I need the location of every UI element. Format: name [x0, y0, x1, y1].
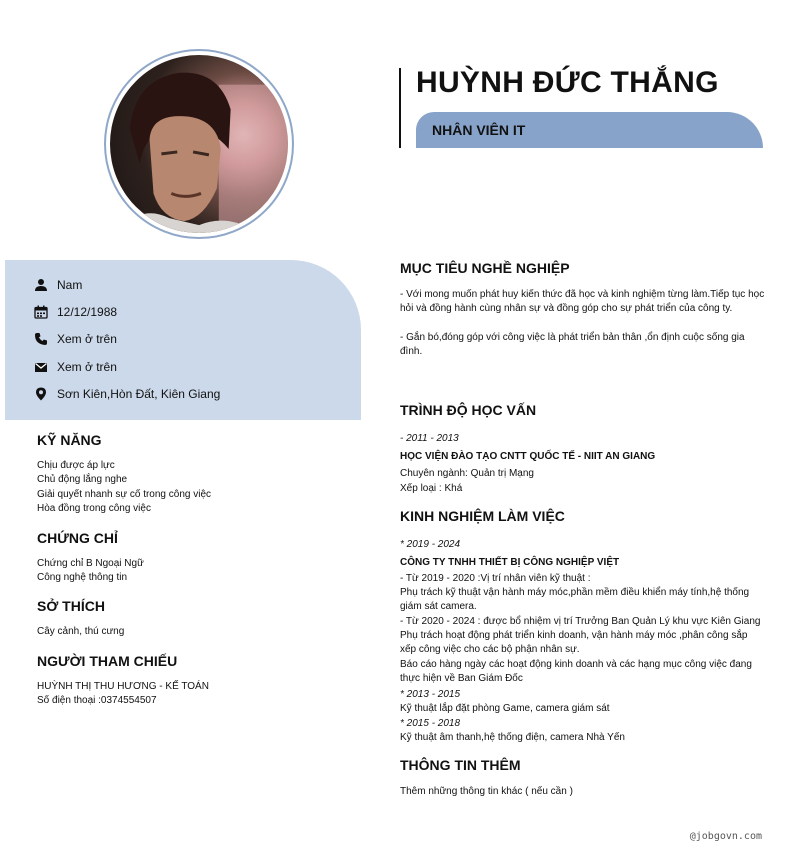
list-item: Số điện thoại :0374554507: [37, 695, 157, 707]
contact-phone: [34, 329, 117, 349]
birthday-text: 12/12/1988: [57, 305, 118, 319]
phone-text: Xem ở trên: [57, 332, 117, 346]
location-pin-icon: [34, 387, 48, 401]
job3-desc: Kỹ thuật âm thanh,hệ thống điện, camera Nhà Yến: [400, 732, 625, 743]
contact-birthday: [34, 302, 117, 322]
avatar: [104, 49, 294, 239]
references-list: [37, 680, 209, 709]
education-major: Chuyên ngành: Quản trị Mạng: [400, 468, 534, 479]
certificates-title: CHỨNG CHỈ: [37, 530, 118, 546]
contact-email: [34, 357, 117, 377]
job1-line-5: Báo cáo hàng ngày các hoạt động kinh doanh và các hạng mục công việc đang thực hiện về Ban Giám Đốc: [400, 659, 752, 685]
list-item: Chủ động lắng nghe: [37, 474, 128, 486]
job1-period: * 2019 - 2024: [400, 539, 461, 550]
list-item: Cây cảnh, thú cưng: [37, 626, 125, 637]
email-text: Xem ở trên: [57, 360, 117, 374]
job2-desc: Kỹ thuật lắp đặt phòng Game, camera giám sát: [400, 703, 610, 714]
person-icon: [34, 278, 48, 292]
job1-line-4: Phụ trách hoạt động phát triển kinh doanh, vận hành máy móc ,phân công sắp xếp công việc cho các bộ phận nhân sự.: [400, 630, 748, 656]
job3-period: * 2015 - 2018: [400, 718, 461, 729]
job2-period: * 2013 - 2015: [400, 689, 461, 700]
references-title: NGƯỜI THAM CHIẾU: [37, 653, 178, 669]
contact-address: [34, 384, 220, 404]
education-title: TRÌNH ĐỘ HỌC VẤN: [400, 402, 537, 418]
list-item: Giải quyết nhanh sự cố trong công việc: [37, 488, 212, 500]
extra-info-title: THÔNG TIN THÊM: [400, 757, 521, 773]
list-item: Hòa đồng trong công việc: [37, 503, 151, 515]
job-title-banner: [416, 112, 763, 148]
calendar-icon: [34, 305, 48, 319]
objective-title: MỤC TIÊU NGHỀ NGHIỆP: [400, 260, 570, 276]
job1-line-1: - Từ 2019 - 2020 :Vị trí nhân viên kỹ thuật :: [400, 573, 591, 584]
hobbies-list: [37, 625, 124, 639]
list-item: HUỲNH THỊ THU HƯƠNG - KẾ TOÁN: [37, 681, 209, 692]
education-period: - 2011 - 2013: [400, 433, 459, 444]
hobbies-title: SỞ THÍCH: [37, 598, 105, 614]
mail-icon: [34, 360, 48, 374]
skills-list: [37, 459, 211, 517]
address-text: Sơn Kiên,Hòn Đất, Kiên Giang: [57, 387, 221, 401]
experience-title: KINH NGHIỆM LÀM VIỆC: [400, 508, 565, 524]
contact-gender: [34, 275, 82, 295]
job1-line-2: Phụ trách kỹ thuật vận hành máy móc,phần mềm điều khiển máy tính,hệ thống giám sát camera.: [400, 587, 750, 613]
objective-paragraph-2: - Gắn bó,đóng góp với công việc là phát triển bản thân ,ổn định cuộc sống gia đình.: [400, 332, 745, 358]
list-item: Chịu được áp lực: [37, 460, 115, 471]
education-school: HỌC VIỆN ĐÀO TẠO CNTT QUỐC TẾ - NIIT AN GIANG: [400, 451, 656, 462]
skills-title: KỸ NĂNG: [37, 432, 102, 448]
certificates-list: [37, 557, 144, 586]
list-item: Công nghệ thông tin: [37, 572, 128, 584]
watermark: @jobgovn.com: [689, 831, 762, 842]
name-accent-bar: [399, 68, 401, 148]
list-item: Chứng chỉ B Ngoại Ngữ: [37, 558, 144, 569]
job1-line-3: - Từ 2020 - 2024 : được bổ nhiệm vị trí Trưởng Ban Quản Lý khu vực Kiên Giang: [400, 616, 761, 627]
gender-text: Nam: [57, 278, 83, 292]
extra-info-text: Thêm những thông tin khác ( nếu cần ): [400, 786, 573, 797]
profile-photo: [110, 55, 288, 233]
job1-company: CÔNG TY TNHH THIẾT BỊ CÔNG NGHIỆP VIỆT: [400, 557, 620, 568]
education-grade: Xếp loại : Khá: [400, 483, 463, 494]
objective-paragraph-1: - Với mong muốn phát huy kiến thức đã học và kinh nghiệm từng làm.Tiếp tục học hỏi và đồng hành cùng nhân sự và đồng góp cho sự phát triển của công ty.: [400, 289, 765, 315]
portrait-illustration: [110, 55, 288, 233]
phone-icon: [34, 332, 48, 346]
full-name: HUỲNH ĐỨC THẮNG: [416, 66, 719, 99]
job-title: NHÂN VIÊN IT: [432, 122, 526, 138]
